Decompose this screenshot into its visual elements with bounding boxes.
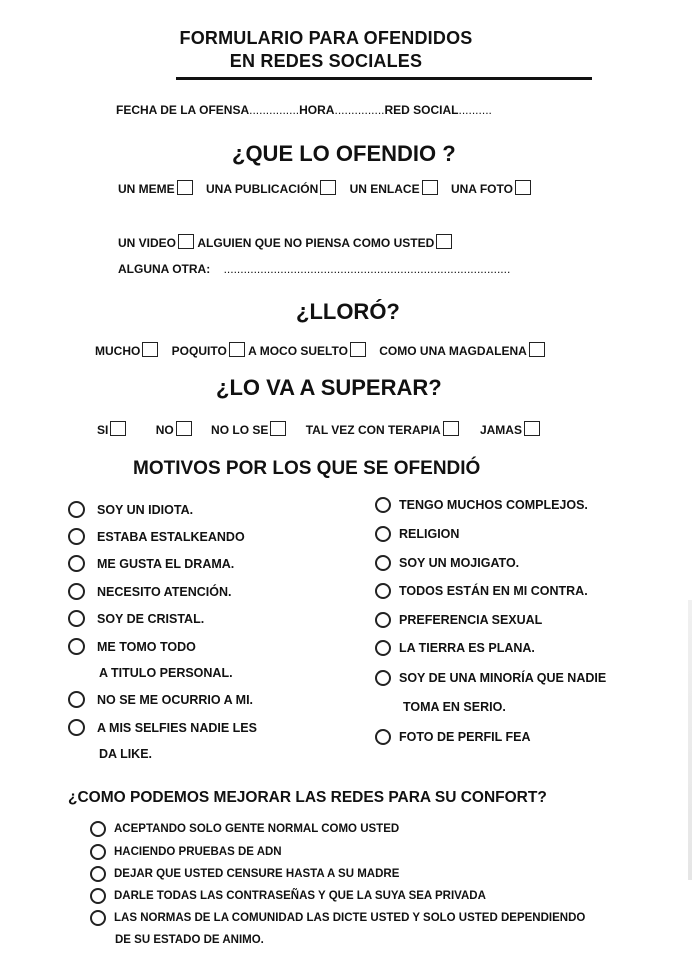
- checkbox[interactable]: [270, 421, 286, 436]
- checkbox[interactable]: [350, 342, 366, 357]
- motivo-left-6-cont: A TITULO PERSONAL.: [99, 666, 233, 680]
- motivos-title: MOTIVOS POR LOS QUE SE OFENDIÓ: [133, 458, 481, 479]
- radio-circle[interactable]: [375, 583, 391, 599]
- q1-options-row1: [118, 180, 541, 196]
- radio-circle[interactable]: [375, 612, 391, 628]
- fecha-field[interactable]: ...............: [249, 103, 300, 117]
- radio-circle[interactable]: [68, 555, 85, 572]
- option-enlace[interactable]: UN ENLACE: [350, 180, 438, 196]
- motivo-left-7[interactable]: NO SE ME OCURRIO A MI.: [68, 691, 253, 708]
- radio-circle[interactable]: [68, 528, 85, 545]
- motivo-left-8[interactable]: A MIS SELFIES NADIE LES: [68, 719, 257, 736]
- q3-options-row: [97, 421, 550, 437]
- checkbox[interactable]: [524, 421, 540, 436]
- hora-label: HORA: [299, 103, 335, 117]
- radio-circle[interactable]: [375, 497, 391, 513]
- option-no-lo-se[interactable]: NO LO SE: [211, 421, 286, 437]
- q2-title: ¿LLORÓ?: [296, 299, 400, 324]
- fecha-label: FECHA DE LA OFENSA: [116, 103, 250, 117]
- motivo-right-1[interactable]: TENGO MUCHOS COMPLEJOS.: [375, 497, 588, 513]
- option-moco-suelto[interactable]: A MOCO SUELTO: [248, 342, 366, 358]
- red-social-field[interactable]: ..........: [458, 103, 492, 117]
- alguna-otra-field[interactable]: ......................................................................................: [223, 262, 511, 276]
- option-video[interactable]: UN VIDEO: [118, 234, 194, 250]
- radio-circle[interactable]: [90, 866, 106, 882]
- motivo-left-3[interactable]: ME GUSTA EL DRAMA.: [68, 555, 234, 572]
- radio-circle[interactable]: [68, 610, 85, 627]
- radio-circle[interactable]: [375, 555, 391, 571]
- radio-circle[interactable]: [375, 670, 391, 686]
- checkbox[interactable]: [178, 234, 194, 249]
- option-terapia[interactable]: TAL VEZ CON TERAPIA: [306, 421, 459, 437]
- checkbox[interactable]: [443, 421, 459, 436]
- radio-circle[interactable]: [68, 691, 85, 708]
- radio-circle[interactable]: [375, 729, 391, 745]
- checkbox[interactable]: [110, 421, 126, 436]
- form-title-line1: FORMULARIO PARA OFENDIDOS: [179, 28, 473, 48]
- motivo-left-5[interactable]: SOY DE CRISTAL.: [68, 610, 204, 627]
- radio-circle[interactable]: [68, 638, 85, 655]
- radio-circle[interactable]: [90, 910, 106, 926]
- option-jamas[interactable]: JAMAS: [480, 421, 540, 437]
- motivo-right-6[interactable]: LA TIERRA ES PLANA.: [375, 640, 535, 656]
- mejorar-option-4[interactable]: DARLE TODAS LAS CONTRASEÑAS Y QUE LA SUYA SEA PRIVADA: [90, 888, 486, 904]
- option-si[interactable]: SI: [97, 421, 126, 437]
- ofensa-fields-row: [116, 103, 492, 117]
- motivo-left-1[interactable]: SOY UN IDIOTA.: [68, 501, 193, 518]
- motivo-left-8-cont: DA LIKE.: [99, 747, 153, 761]
- option-publicacion[interactable]: UNA PUBLICACIÓN: [206, 180, 336, 196]
- radio-circle[interactable]: [90, 844, 106, 860]
- radio-circle[interactable]: [90, 821, 106, 837]
- mejorar-option-3[interactable]: DEJAR QUE USTED CENSURE HASTA A SU MADRE: [90, 866, 399, 882]
- q3-title: ¿LO VA A SUPERAR?: [216, 375, 442, 400]
- checkbox[interactable]: [320, 180, 336, 195]
- motivo-right-7-cont: TOMA EN SERIO.: [403, 700, 506, 714]
- radio-circle[interactable]: [375, 526, 391, 542]
- option-foto[interactable]: UNA FOTO: [451, 180, 531, 196]
- hora-field[interactable]: ...............: [334, 103, 385, 117]
- radio-circle[interactable]: [68, 719, 85, 736]
- q1-other-row: [118, 262, 510, 276]
- option-mucho[interactable]: MUCHO: [95, 342, 158, 358]
- option-poquito[interactable]: POQUITO: [172, 342, 245, 358]
- checkbox[interactable]: [177, 180, 193, 195]
- checkbox[interactable]: [176, 421, 192, 436]
- mejorar-option-5-cont: DE SU ESTADO DE ANIMO.: [115, 934, 264, 946]
- motivo-right-4[interactable]: TODOS ESTÁN EN MI CONTRA.: [375, 583, 588, 599]
- motivo-right-5[interactable]: PREFERENCIA SEXUAL: [375, 612, 542, 628]
- checkbox[interactable]: [229, 342, 245, 357]
- radio-circle[interactable]: [90, 888, 106, 904]
- radio-circle[interactable]: [68, 583, 85, 600]
- radio-circle[interactable]: [375, 640, 391, 656]
- mejorar-option-1[interactable]: ACEPTANDO SOLO GENTE NORMAL COMO USTED: [90, 821, 399, 837]
- q1-options-row2: [118, 234, 462, 250]
- mejorar-option-2[interactable]: HACIENDO PRUEBAS DE ADN: [90, 844, 282, 860]
- motivo-right-8[interactable]: FOTO DE PERFIL FEA: [375, 729, 531, 745]
- page-edge: [688, 600, 692, 880]
- motivo-left-6[interactable]: ME TOMO TODO: [68, 638, 196, 655]
- radio-circle[interactable]: [68, 501, 85, 518]
- q1-title: ¿QUE LO OFENDIO ?: [232, 141, 456, 166]
- checkbox[interactable]: [142, 342, 158, 357]
- title-underline: [176, 77, 592, 80]
- option-alguien[interactable]: ALGUIEN QUE NO PIENSA COMO USTED: [197, 234, 452, 250]
- option-meme[interactable]: UN MEME: [118, 180, 193, 196]
- motivo-right-7[interactable]: SOY DE UNA MINORÍA QUE NADIE: [375, 670, 606, 686]
- option-no[interactable]: NO: [156, 421, 192, 437]
- motivo-left-2[interactable]: ESTABA ESTALKEANDO: [68, 528, 245, 545]
- motivo-right-2[interactable]: RELIGION: [375, 526, 459, 542]
- option-magdalena[interactable]: COMO UNA MAGDALENA: [379, 342, 545, 358]
- checkbox[interactable]: [529, 342, 545, 357]
- motivo-left-4[interactable]: NECESITO ATENCIÓN.: [68, 583, 232, 600]
- mejorar-option-5[interactable]: LAS NORMAS DE LA COMUNIDAD LAS DICTE USTED Y SOLO USTED DEPENDIENDO: [90, 910, 585, 926]
- form-title-line2: EN REDES SOCIALES: [229, 51, 423, 71]
- mejorar-title: ¿COMO PODEMOS MEJORAR LAS REDES PARA SU CONFORT?: [68, 789, 547, 806]
- alguna-otra-label: ALGUNA OTRA:: [118, 262, 211, 276]
- checkbox[interactable]: [422, 180, 438, 195]
- checkbox[interactable]: [436, 234, 452, 249]
- q2-options-row: [95, 342, 555, 358]
- motivo-right-3[interactable]: SOY UN MOJIGATO.: [375, 555, 519, 571]
- checkbox[interactable]: [515, 180, 531, 195]
- red-social-label: RED SOCIAL: [384, 103, 459, 117]
